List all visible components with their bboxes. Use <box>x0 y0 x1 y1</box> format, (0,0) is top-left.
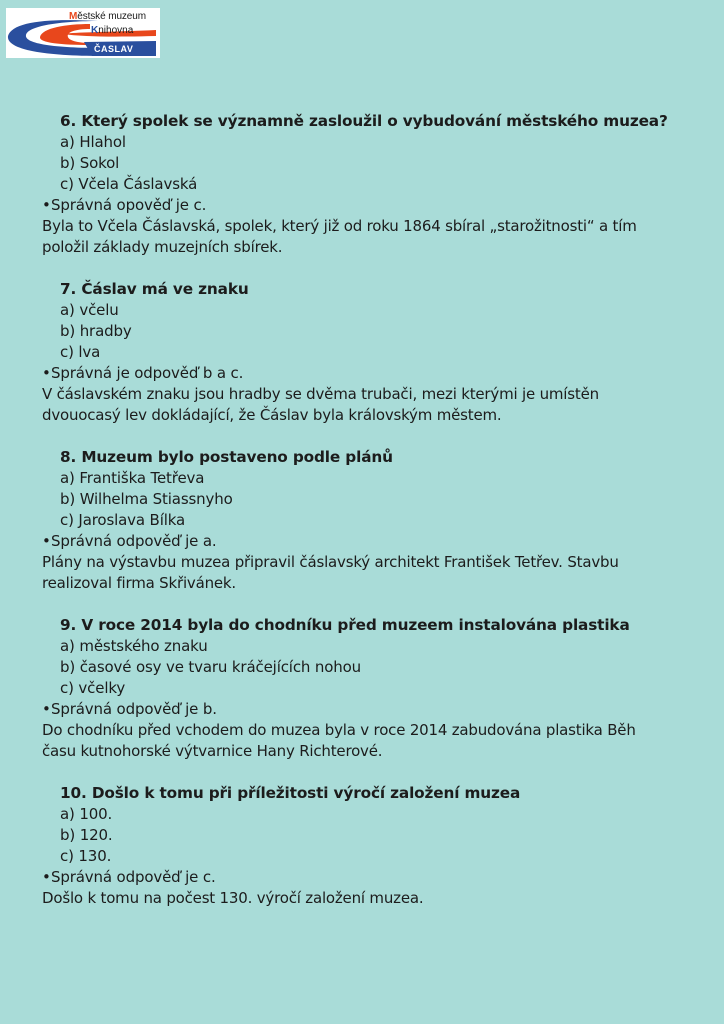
option-c: c) Včela Čáslavská <box>60 175 198 193</box>
option-c: c) Jaroslava Bílka <box>60 511 186 529</box>
explanation-line: Došlo k tomu na počest 130. výročí založení muzea. <box>42 889 424 907</box>
correct-answer <box>42 867 682 888</box>
answer-explanation <box>42 384 682 426</box>
question-8 <box>42 447 682 594</box>
answer-explanation <box>42 720 682 762</box>
option-c: c) včelky <box>60 679 126 697</box>
question-title: 7. Čáslav má ve znaku <box>60 280 249 298</box>
option-b: b) časové osy ve tvaru kráčejících nohou <box>60 658 362 676</box>
question-title: 6. Který spolek se významně zasloužil o vybudování městského muzea? <box>60 112 668 130</box>
question-title: 9. V roce 2014 byla do chodníku před muzeem instalována plastika <box>60 616 630 634</box>
answer-text: Správná odpověď je a. <box>51 532 217 550</box>
logo-library-text <box>91 25 133 36</box>
bullet-icon: • <box>42 700 51 718</box>
bullet-icon: • <box>42 532 51 550</box>
option-b: b) hradby <box>60 322 132 340</box>
answer-text: Správná odpověď je b. <box>51 700 217 718</box>
question-9 <box>42 615 682 762</box>
option-b: b) 120. <box>60 826 113 844</box>
answer-text: Správná je odpověď b a c. <box>51 364 244 382</box>
question-6 <box>42 111 682 258</box>
logo-library-rest: nihovna <box>98 25 134 36</box>
explanation-line: Plány na výstavbu muzea připravil čáslavský architekt František Tetřev. Stavbu <box>42 553 619 571</box>
correct-answer <box>42 195 682 216</box>
option-c: c) lva <box>60 343 101 361</box>
logo-museum-rest: ěstské muzeum <box>77 11 146 22</box>
correct-answer <box>42 699 682 720</box>
correct-answer <box>42 363 682 384</box>
option-a: a) Františka Tetřeva <box>60 469 205 487</box>
answer-text: Správná opověď je c. <box>51 196 207 214</box>
logo-museum-initial: M <box>69 11 78 22</box>
bullet-icon: • <box>42 364 51 382</box>
explanation-line: V čáslavském znaku jsou hradby se dvěma trubači, mezi kterými je umístěn <box>42 385 599 403</box>
option-a: a) 100. <box>60 805 113 823</box>
explanation-line: Byla to Včela Čáslavská, spolek, který již od roku 1864 sbíral „starožitnosti“ a tím <box>42 217 637 235</box>
option-a: a) včelu <box>60 301 119 319</box>
logo-museum-text <box>69 11 146 22</box>
answer-explanation <box>42 552 682 594</box>
question-10 <box>42 783 682 909</box>
bullet-icon: • <box>42 196 51 214</box>
answer-text: Správná odpověď je c. <box>51 868 216 886</box>
explanation-line: realizoval firma Skřivánek. <box>42 574 236 592</box>
explanation-line: položil základy muzejních sbírek. <box>42 238 283 256</box>
explanation-line: dvouocasý lev dokládající, že Čáslav byla královským městem. <box>42 406 502 424</box>
question-7 <box>42 279 682 426</box>
quiz-content <box>42 111 682 930</box>
question-title: 8. Muzeum bylo postaveno podle plánů <box>60 448 393 466</box>
option-c: c) 130. <box>60 847 112 865</box>
logo-library-initial: K <box>91 25 99 36</box>
correct-answer <box>42 531 682 552</box>
answer-explanation <box>42 888 682 909</box>
answer-explanation <box>42 216 682 258</box>
option-a: a) Hlahol <box>60 133 126 151</box>
option-b: b) Wilhelma Stiassnyho <box>60 490 233 508</box>
question-title: 10. Došlo k tomu při příležitosti výročí založení muzea <box>60 784 521 802</box>
bullet-icon: • <box>42 868 51 886</box>
explanation-line: Do chodníku před vchodem do muzea byla v roce 2014 zabudována plastika Běh <box>42 721 636 739</box>
option-b: b) Sokol <box>60 154 120 172</box>
museum-logo <box>6 8 160 58</box>
explanation-line: času kutnohorské výtvarnice Hany Richterové. <box>42 742 383 760</box>
logo-city-text: ČASLAV <box>94 44 134 54</box>
option-a: a) městského znaku <box>60 637 208 655</box>
